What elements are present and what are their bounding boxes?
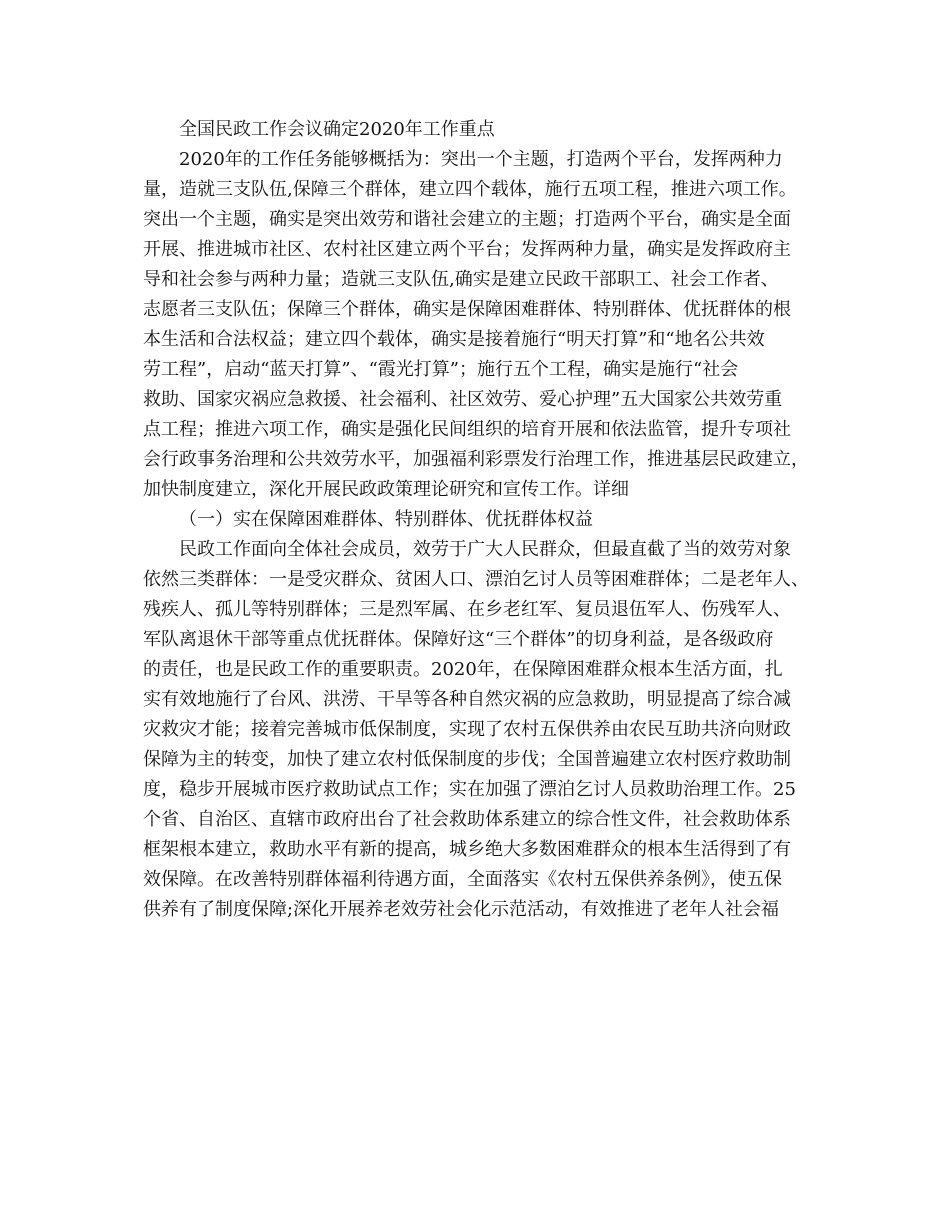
text-line: 的责任，也是民政工作的重要职责。2020年，在保障困难群众根本生活方面，扎 bbox=[143, 659, 783, 680]
text-line: 本生活和合法权益；建立四个载体，确实是接着施行“明天打算”和“地名公共效 bbox=[143, 329, 765, 350]
text-line: 保障为主的转变，加快了建立农村低保制度的步伐；全国普遍建立农村医疗救助制 bbox=[143, 749, 791, 770]
text-line: 供养有了制度保障;深化开展养老效劳社会化示范活动，有效推进了老年人社会福 bbox=[143, 899, 780, 920]
text-line: 全国民政工作会议确定2020年工作重点 bbox=[179, 119, 495, 140]
text-line: 残疾人、孤儿等特别群体；三是烈军属、在乡老红军、复员退伍军人、伤残军人、 bbox=[143, 599, 791, 620]
text-line: 劳工程”，启动“蓝天打算”、“霞光打算”；施行五个工程，确实是施行“社会 bbox=[143, 359, 739, 380]
text-line: 加快制度建立，深化开展民政政策理论研究和宣传工作。详细 bbox=[143, 479, 629, 500]
text-line: 导和社会参与两种力量；造就三支队伍,确实是建立民政干部职工、社会工作者、 bbox=[143, 269, 779, 290]
text-line: 框架根本建立，救助水平有新的提高，城乡绝大多数困难群众的根本生活得到了有 bbox=[143, 839, 791, 860]
text-line: 军队离退休干部等重点优抚群体。保障好这“三个群体”的切身利益，是各级政府 bbox=[143, 629, 774, 650]
text-line: 效保障。在改善特别群体福利待遇方面，全面落实《农村五保供养条例》，使五保 bbox=[143, 869, 782, 890]
text-line: 个省、自治区、直辖市政府出台了社会救助体系建立的综合性文件，社会救助体系 bbox=[143, 809, 791, 830]
text-line: 点工程；推进六项工作，确实是强化民间组织的培育开展和依法监管，提升专项社 bbox=[143, 419, 791, 440]
text-line: 突出一个主题，确实是突出效劳和谐社会建立的主题；打造两个平台，确实是全面 bbox=[143, 209, 791, 230]
text-line: 救助、国家灾祸应急救援、社会福利、社区效劳、爱心护理”五大国家公共效劳重 bbox=[143, 389, 783, 410]
text-line: 灾救灾才能；接着完善城市低保制度，实现了农村五保供养由农民互助共济向财政 bbox=[143, 719, 791, 740]
text-line: 2020年的工作任务能够概括为：突出一个主题，打造两个平台，发挥两种力 bbox=[179, 149, 783, 170]
text-line: 会行政事务治理和公共效劳水平，加强福利彩票发行治理工作，推进基层民政建立， bbox=[143, 449, 809, 470]
document-body bbox=[143, 115, 843, 925]
text-line: 量，造就三支队伍,保障三个群体，建立四个载体，施行五项工程，推进六项工作。 bbox=[143, 179, 797, 200]
text-line: 开展、推进城市社区、农村社区建立两个平台；发挥两种力量，确实是发挥政府主 bbox=[143, 239, 791, 260]
text-line: 志愿者三支队伍；保障三个群体，确实是保障困难群体、特别群体、优抚群体的根 bbox=[143, 299, 791, 320]
text-line: 度，稳步开展城市医疗救助试点工作；实在加强了漂泊乞讨人员救助治理工作。25 bbox=[143, 779, 796, 800]
text-line: 实有效地施行了台风、洪涝、干旱等各种自然灾祸的应急救助，明显提高了综合减 bbox=[143, 689, 791, 710]
text-line: 依然三类群体：一是受灾群众、贫困人口、漂泊乞讨人员等困难群体；二是老年人、 bbox=[143, 569, 809, 590]
text-line: （一）实在保障困难群体、特别群体、优抚群体权益 bbox=[179, 509, 593, 530]
text-line: 民政工作面向全体社会成员，效劳于广大人民群众，但最直截了当的效劳对象 bbox=[179, 539, 791, 560]
